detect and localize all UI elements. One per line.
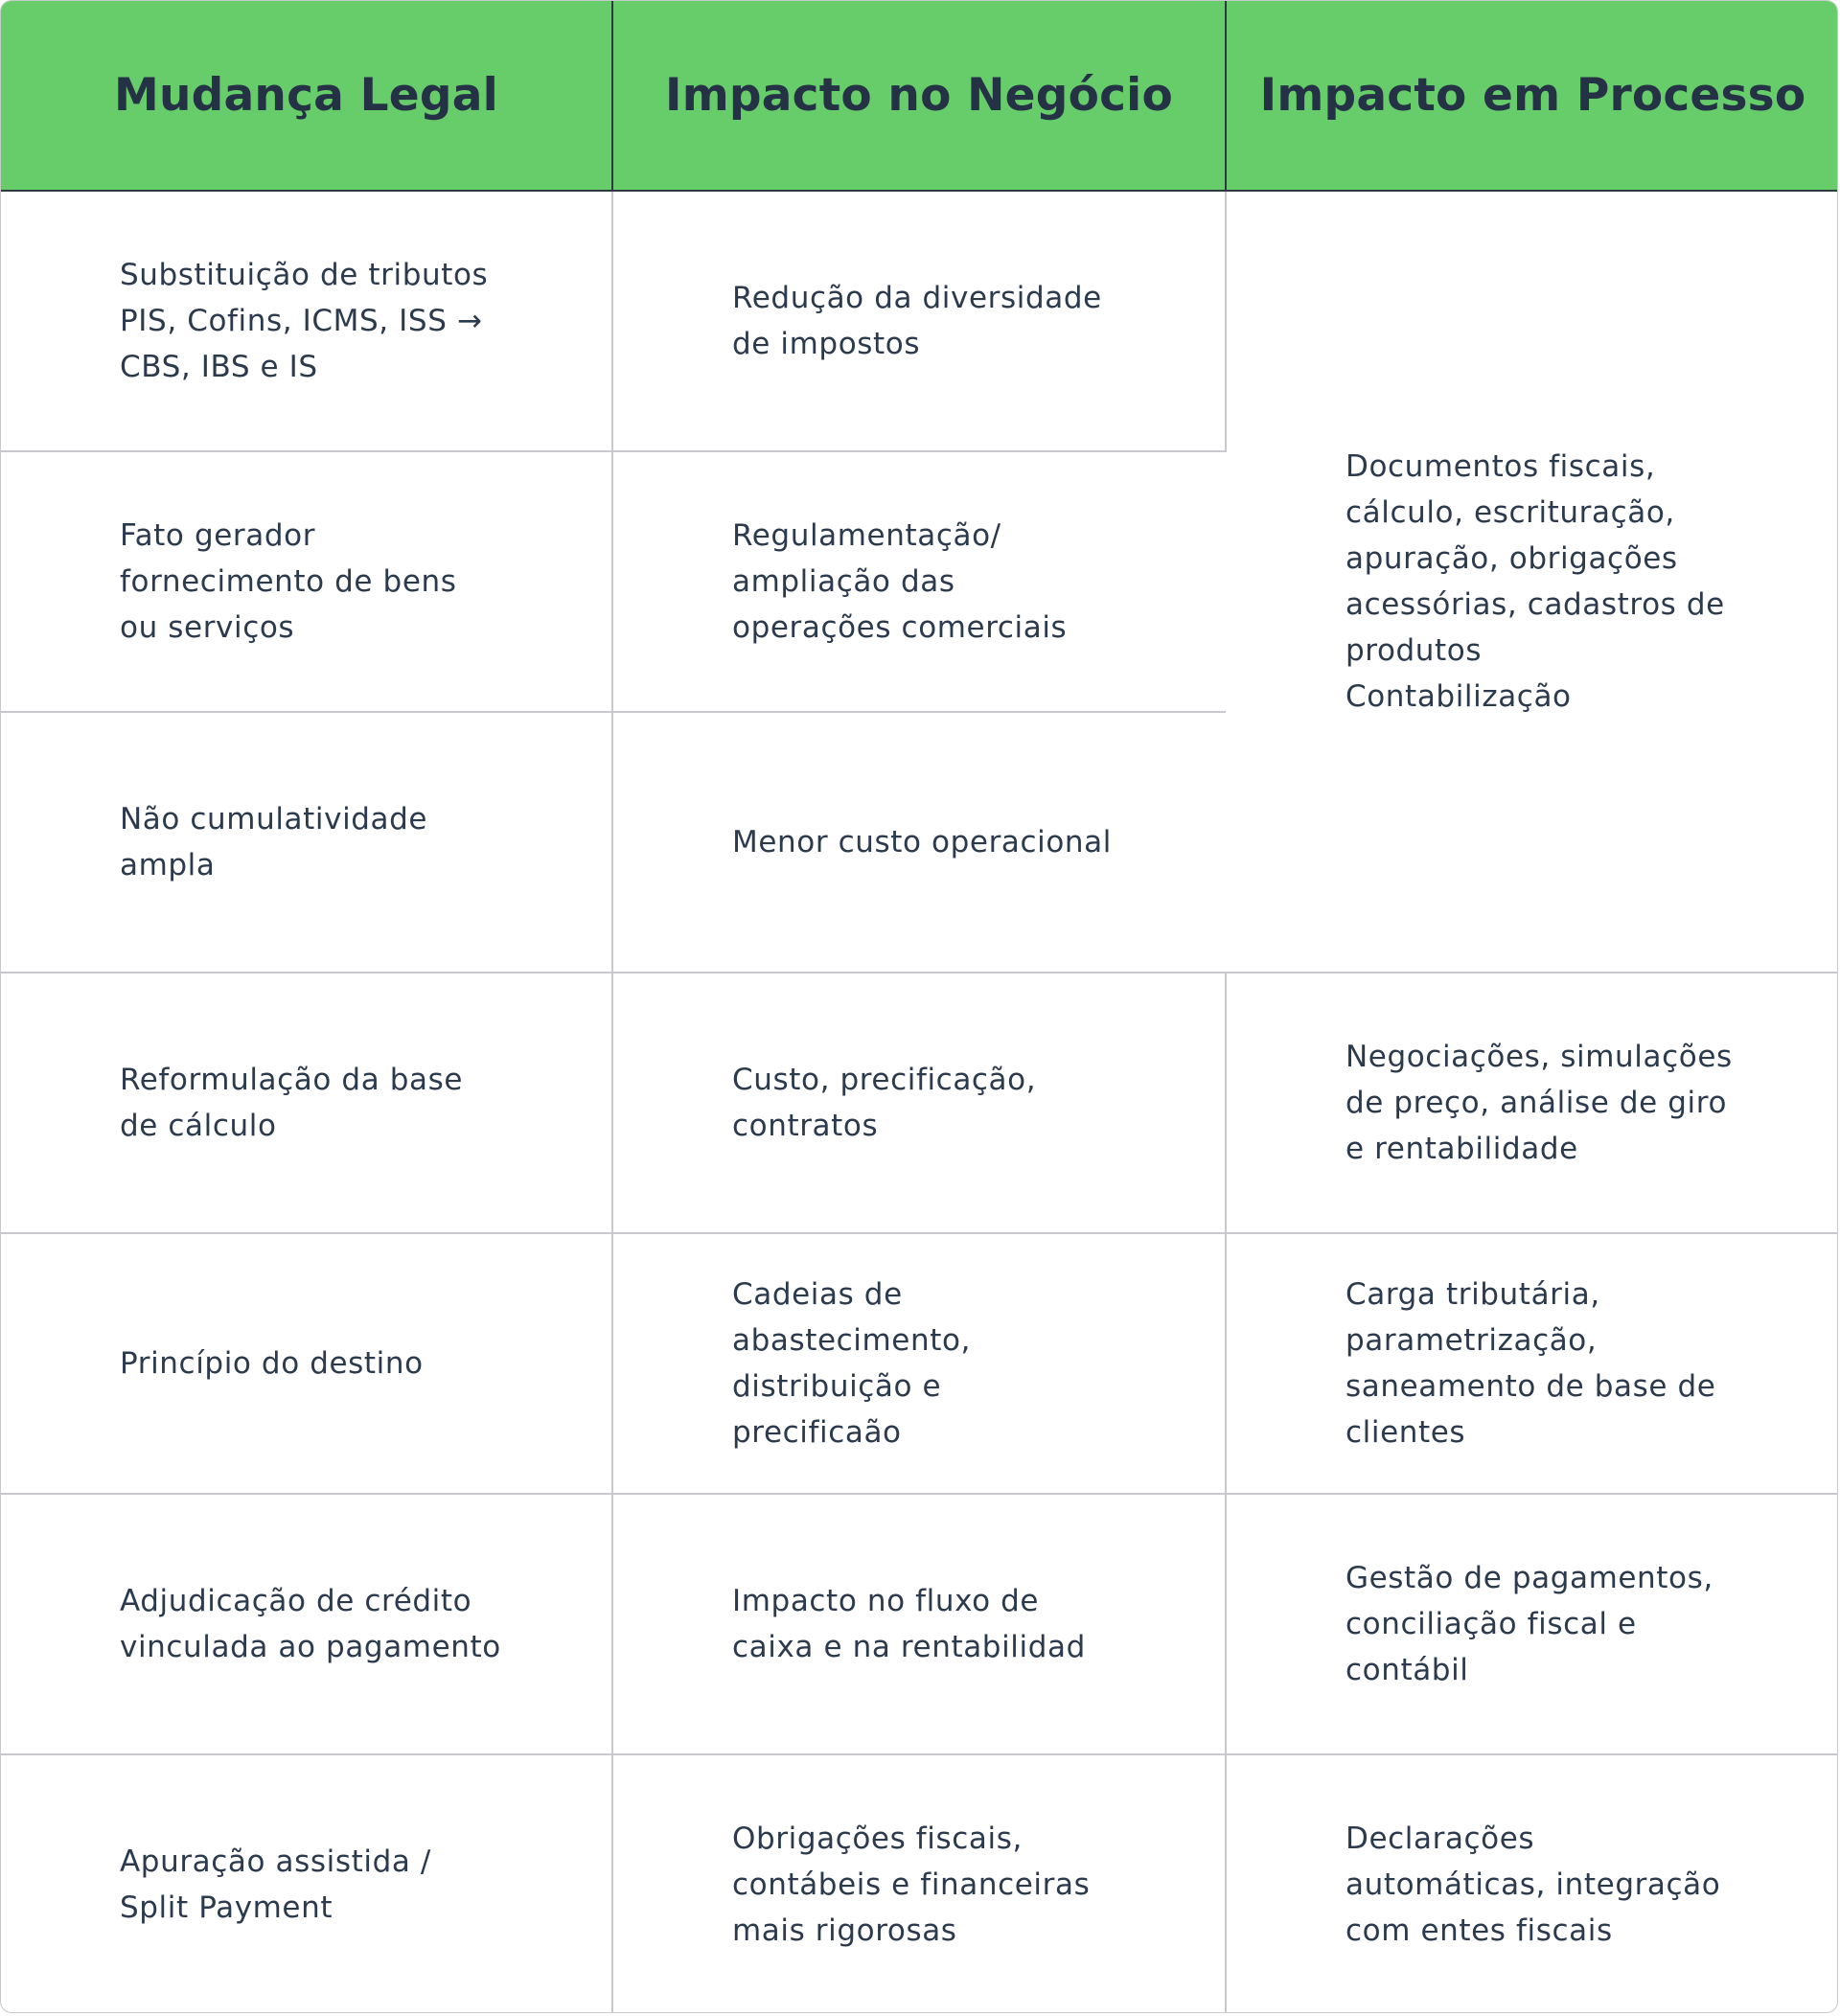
table-row (1, 1754, 1838, 2013)
cell-text: Apuração assistida / Split Payment (120, 1844, 431, 1925)
cell-mudanca-legal (1, 973, 612, 1233)
cell-impacto-negocio (612, 973, 1226, 1233)
cell-text: Obrigações fiscais, contábeis e financeiras mais rigorosas (732, 1821, 1091, 1948)
cell-impacto-processo-merged (1226, 191, 1838, 973)
cell-text: Cadeias de abastecimento, distribuição e precificaão (732, 1277, 971, 1450)
table-row (1, 1233, 1838, 1494)
cell-text: Carga tributária, parametrização, saneamento de base de clientes (1346, 1277, 1716, 1450)
cell-mudanca-legal (1, 1754, 612, 2013)
table-row (1, 1494, 1838, 1754)
cell-text: Impacto no fluxo de caixa e na rentabilidad (732, 1584, 1086, 1664)
cell-text: Negociações, simulações de preço, análise de giro e rentabilidade (1346, 1040, 1733, 1166)
cell-text: Adjudicação de crédito vinculada ao pagamento (120, 1584, 501, 1664)
cell-mudanca-legal (1, 712, 612, 973)
cell-text: Gestão de pagamentos, conciliação fiscal e contábil (1346, 1561, 1714, 1687)
header-impacto-processo: Impacto em Processo (1226, 1, 1838, 191)
table-header (1, 1, 1838, 191)
cell-text: Fato gerador fornecimento de bens ou serviços (120, 518, 457, 645)
table-row (1, 973, 1838, 1233)
cell-mudanca-legal (1, 451, 612, 712)
tax-reform-table (1, 1, 1838, 2013)
table-body (1, 191, 1838, 2013)
table-row (1, 191, 1838, 451)
cell-text: Declarações automáticas, integração com entes fiscais (1346, 1821, 1721, 1948)
header-impacto-negocio: Impacto no Negócio (612, 1, 1226, 191)
header-mudanca-legal: Mudança Legal (1, 1, 612, 191)
cell-impacto-negocio (612, 712, 1226, 973)
cell-text: Custo, precificação, contratos (732, 1063, 1037, 1143)
cell-impacto-negocio (612, 451, 1226, 712)
cell-text: Reformulação da base de cálculo (120, 1063, 464, 1143)
cell-text: Princípio do destino (120, 1346, 424, 1381)
cell-text: Documentos fiscais, cálculo, escrituração, apuração, obrigações acessórias, cadastros de produtos Contabilização (1346, 449, 1725, 714)
cell-impacto-negocio (612, 1754, 1226, 2013)
cell-text: Substituição de tributos PIS, Cofins, ICMS, ISS → CBS, IBS e IS (120, 258, 489, 384)
cell-impacto-processo (1226, 1494, 1838, 1754)
cell-mudanca-legal (1, 1233, 612, 1494)
cell-text: Regulamentação/ ampliação das operações comerciais (732, 518, 1068, 645)
cell-text: Menor custo operacional (732, 825, 1112, 859)
cell-impacto-negocio (612, 1494, 1226, 1754)
cell-impacto-processo (1226, 1754, 1838, 2013)
cell-text: Não cumulatividade ampla (120, 802, 428, 882)
cell-impacto-processo (1226, 973, 1838, 1233)
cell-impacto-negocio (612, 191, 1226, 451)
cell-mudanca-legal (1, 191, 612, 451)
cell-impacto-processo (1226, 1233, 1838, 1494)
header-row (1, 1, 1838, 191)
cell-mudanca-legal (1, 1494, 612, 1754)
cell-impacto-negocio (612, 1233, 1226, 1494)
cell-text: Redução da diversidade de impostos (732, 281, 1102, 361)
